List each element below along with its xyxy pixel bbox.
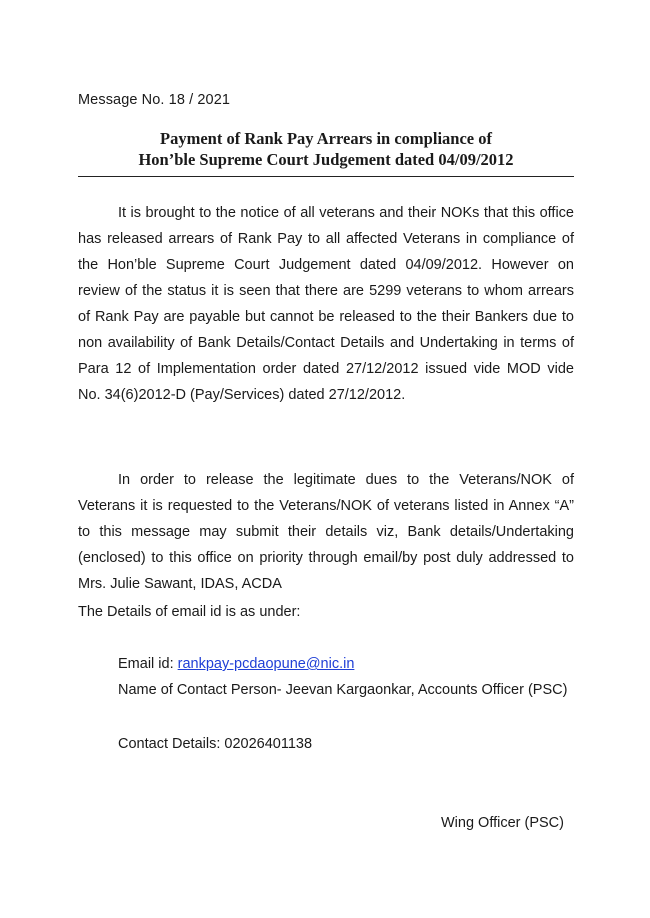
message-number: Message No. 18 / 2021 xyxy=(78,92,231,108)
title-line-1: Payment of Rank Pay Arrears in compliance of xyxy=(160,129,492,148)
paragraph-notice: It is brought to the notice of all veterans and their NOKs that this office has released arrears of Rank Pay to all affected Veterans in compliance of the Hon’ble Supreme Court Judgement dated 04/09/2012. However on review of the status it is seen that there are 5299 veterans to whom arrears of Rank Pay are payable but cannot be released to the their Bankers due to non availability of Bank Details/Contact Details and Undertaking in terms of Para 12 of Implementation order dated 27/12/2012 issued vide MOD vide No. 34(6)2012-D (Pay/Services) dated 27/12/2012. xyxy=(78,205,574,403)
signature: Wing Officer (PSC) xyxy=(440,815,564,831)
contact-person: Name of Contact Person- Jeevan Kargaonkar, Accounts Officer (PSC) xyxy=(118,682,568,698)
details-heading: The Details of email id is as under: xyxy=(78,604,301,620)
email-link[interactable]: rankpay-pcdaopune@nic.in xyxy=(177,656,355,672)
title-line-2: Hon’ble Supreme Court Judgement dated 04/09/2012 xyxy=(138,150,514,169)
contact-details: Contact Details: 02026401138 xyxy=(118,736,313,752)
paragraph-request: In order to release the legitimate dues to the Veterans/NOK of Veterans it is requested to the Veterans/NOK of veterans listed in Annex “A” to this message may submit their details viz, Bank details/Undertaking (enclosed) to this office on priority through email/by post duly addressed to Mrs. Julie Sawant, IDAS, ACDA xyxy=(78,472,574,592)
email-row xyxy=(118,651,354,677)
title-divider xyxy=(78,176,574,177)
email-label: Email id: xyxy=(118,656,178,672)
